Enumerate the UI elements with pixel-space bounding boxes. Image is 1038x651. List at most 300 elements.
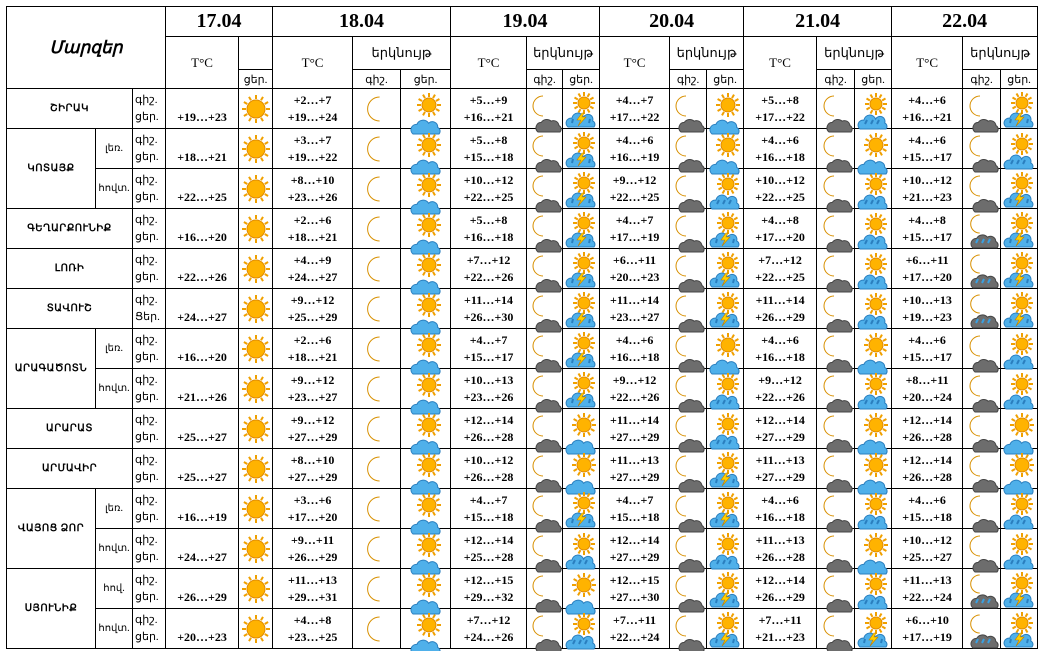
night-indicator: գիշ. [135, 133, 158, 146]
temp-day-value: +21…+23 [902, 189, 952, 204]
temp-17 [166, 209, 239, 249]
temp-night-value: +9…+12 [290, 412, 335, 427]
temp-night-value: +4…+7 [469, 332, 508, 347]
temp-range [273, 609, 353, 649]
region-name [7, 289, 133, 329]
temp-night-value: +9…+12 [612, 372, 657, 387]
temp-night-value: +9…+12 [612, 172, 657, 187]
sun-cloud-icon [401, 169, 451, 209]
sky-header [817, 37, 892, 70]
night-label: գիշ. [533, 73, 556, 86]
sky-header [670, 37, 744, 70]
forecast-container [6, 6, 1031, 649]
night-indicator: գիշ. [135, 533, 158, 546]
temp-day-value: +27…+29 [755, 469, 805, 484]
moon-cloud-icon [963, 529, 1001, 569]
temp-day-value: +26…+29 [755, 589, 805, 604]
moon-cloud-icon [527, 529, 563, 569]
temp-night-value: +4…+6 [761, 332, 799, 347]
temp-night-value: +10…+13 [902, 292, 952, 307]
temp-range [892, 209, 963, 249]
moon-cloud-icon [670, 329, 707, 369]
temp-night-value: +11…+14 [755, 292, 805, 307]
temp-day-value: +20…+23 [609, 269, 660, 284]
moon-cloud-icon [817, 209, 855, 249]
sun-cloud-icon [401, 409, 451, 449]
sun-rain-icon [563, 529, 600, 569]
night-indicator: գիշ. [135, 333, 158, 346]
moon-cloud-icon [527, 129, 563, 169]
temp-17 [166, 409, 239, 449]
region-name [7, 89, 133, 129]
region-label: ԱՐԱՐԱՏ [46, 423, 93, 434]
night-indicator: գիշ. [135, 493, 158, 506]
subzone-label: հովտ. [98, 623, 130, 634]
temp-header [744, 37, 817, 89]
temp-header [166, 37, 239, 89]
date-header [744, 7, 892, 37]
temp-night-value: +11…+13 [610, 452, 660, 467]
temp-range [600, 209, 670, 249]
moon-icon [353, 529, 401, 569]
moon-cloud-icon [817, 329, 855, 369]
temp-night-value: +4…+6 [761, 132, 799, 147]
sky-label: երկնույթ [533, 45, 594, 60]
temp-day-value: +19…+24 [287, 109, 338, 124]
moon-cloud-icon [963, 489, 1001, 529]
day-indicator: ցեր. [135, 510, 159, 523]
sun-rain-icon [707, 369, 744, 409]
temp-night-value: +4…+7 [615, 212, 654, 227]
temp-day-value: +23…+26 [463, 389, 514, 404]
temp-17 [166, 329, 239, 369]
subzone-label: լեռ. [104, 343, 124, 354]
temp-17 [166, 369, 239, 409]
temp-range [892, 569, 963, 609]
day-indicator: ցեր. [135, 350, 159, 363]
sky-header [353, 37, 451, 70]
moon-cloud-icon [527, 369, 563, 409]
moon-cloud-icon [527, 609, 563, 649]
temp-range [451, 609, 527, 649]
temp-label: T°C [477, 54, 500, 70]
sun-cloud-icon [563, 409, 600, 449]
subzone-label: հովտ. [98, 543, 130, 554]
temp-day-value: +24…+26 [463, 629, 514, 644]
temp-day-value: +24…+27 [177, 309, 227, 324]
moon-cloud-icon [670, 489, 707, 529]
temp-range [892, 329, 963, 369]
night-header [670, 70, 707, 89]
moon-cloud-icon [963, 449, 1001, 489]
temp-day-value: +19…+23 [902, 309, 952, 324]
region-name [7, 129, 96, 209]
temp-night-value: +4…+8 [293, 612, 332, 627]
temp-night-value: +4…+9 [293, 252, 332, 267]
sun-rain-icon [707, 169, 744, 209]
temp-day-value: +25…+27 [902, 549, 952, 564]
moon-cloud-icon [963, 329, 1001, 369]
table-row [7, 449, 1038, 489]
temp-17 [166, 529, 239, 569]
temp-range [451, 529, 527, 569]
temp-day-value: +22…+24 [902, 589, 952, 604]
table-row [7, 369, 1038, 409]
period-indicator [133, 89, 166, 129]
day-indicator: ցեր. [135, 110, 159, 123]
temp-night-value: +7…+11 [613, 612, 657, 627]
temp-range [273, 289, 353, 329]
region-label: ԳԵՂԱՐՔՈՒՆԻՔ [27, 223, 112, 234]
temp-range [451, 129, 527, 169]
sun-rain-icon [1001, 529, 1038, 569]
thunder-icon [707, 569, 744, 609]
sky-label: երկնույթ [824, 45, 885, 60]
temp-range [451, 369, 527, 409]
temp-range [600, 169, 670, 209]
temp-range [892, 369, 963, 409]
temp-label: T°C [623, 54, 646, 70]
night-label: գիշ. [824, 73, 847, 86]
temp-day-value: +16…+18 [755, 509, 805, 524]
sun-cloud-icon [707, 129, 744, 169]
moon-cloud-icon [670, 249, 707, 289]
thunder-icon [1001, 89, 1038, 129]
region-name [7, 209, 133, 249]
temp-day-value: +22…+25 [609, 189, 660, 204]
day-label: ցեր. [569, 73, 593, 86]
temp-night-value: +8…+10 [290, 172, 335, 187]
date-label: 22.04 [942, 10, 988, 32]
temp-night-value: +10…+12 [755, 172, 805, 187]
temp-range [451, 209, 527, 249]
sun-rain-icon [707, 409, 744, 449]
temp-night-value: +11…+13 [755, 452, 805, 467]
period-indicator [133, 249, 166, 289]
temp-range [600, 569, 670, 609]
day-header [239, 70, 273, 89]
temp-range [451, 169, 527, 209]
temp-range [744, 169, 817, 209]
sun-cloud-icon [707, 329, 744, 369]
temp-night-value: +4…+7 [469, 492, 508, 507]
thunder-icon [563, 129, 600, 169]
subzone-label: հովտ. [98, 383, 130, 394]
thunder-icon [563, 329, 600, 369]
period-indicator [133, 609, 166, 649]
temp-day-value: +26…+29 [177, 589, 227, 604]
temp-range [451, 449, 527, 489]
table-row [7, 609, 1038, 649]
temp-day-value: +25…+29 [287, 309, 338, 324]
sun-rain-icon [1001, 369, 1038, 409]
thunder-icon [707, 209, 744, 249]
period-indicator [133, 409, 166, 449]
sun-rain-icon [1001, 489, 1038, 529]
temp-range [600, 409, 670, 449]
sun-icon [239, 609, 273, 649]
table-row [7, 569, 1038, 609]
temp-day-value: +16…+21 [902, 109, 952, 124]
temp-day-value: +26…+30 [463, 309, 514, 324]
temp-17 [166, 129, 239, 169]
sun-icon [239, 569, 273, 609]
temp-range [451, 489, 527, 529]
period-indicator [133, 129, 166, 169]
sun-icon [239, 129, 273, 169]
sun-icon [239, 489, 273, 529]
temp-day-value: +26…+28 [902, 429, 952, 444]
day-indicator: Ցեր. [135, 310, 160, 323]
temp-range [451, 329, 527, 369]
sun-cloud-icon [401, 129, 451, 169]
day-indicator: ցեր. [135, 270, 159, 283]
sun-cloud-icon [401, 329, 451, 369]
moon-cloud-icon [817, 129, 855, 169]
period-indicator [133, 329, 166, 369]
sun-icon [239, 209, 273, 249]
moon-cloud-icon [817, 249, 855, 289]
night-header [963, 70, 1001, 89]
sun-icon [239, 369, 273, 409]
subzone-name [96, 489, 133, 529]
temp-night-value: +9…+12 [290, 292, 335, 307]
moon-icon [353, 569, 401, 609]
temp-day-value: +16…+20 [177, 349, 227, 364]
temp-day-value: +26…+29 [755, 309, 805, 324]
sun-rain-icon [1001, 329, 1038, 369]
thunder-icon [707, 249, 744, 289]
temp-day-value: +16…+18 [755, 149, 805, 164]
temp-night-value: +6…+10 [905, 612, 949, 627]
night-indicator: գիշ. [135, 373, 158, 386]
temp-day-value: +22…+26 [177, 269, 227, 284]
temp-17 [166, 249, 239, 289]
sun-rain-icon [1001, 129, 1038, 169]
temp-day-value: +22…+26 [755, 389, 805, 404]
temp-day-value: +15…+18 [609, 509, 660, 524]
moon-cloud-icon [963, 129, 1001, 169]
rain-cloud-icon [963, 569, 1001, 609]
temp-night-value: +5…+9 [469, 92, 508, 107]
day-label: ցեր. [861, 73, 885, 86]
temp-night-value: +4…+6 [615, 132, 654, 147]
period-indicator [133, 489, 166, 529]
subzone-label: հովտ. [98, 183, 130, 194]
temp-night-value: +2…+6 [293, 332, 332, 347]
temp-header [600, 37, 670, 89]
temp-day-value: +23…+25 [287, 629, 338, 644]
night-header [817, 70, 855, 89]
temp-day-value: +26…+28 [463, 429, 514, 444]
temp-night-value: +4…+8 [908, 212, 946, 227]
moon-cloud-icon [817, 89, 855, 129]
day-header [401, 70, 451, 89]
subzone-name [96, 329, 133, 369]
moon-cloud-icon [527, 449, 563, 489]
temp-night-value: +10…+13 [463, 372, 514, 387]
temp-range [744, 369, 817, 409]
temp-range [600, 489, 670, 529]
day-header [1001, 70, 1038, 89]
moon-icon [353, 169, 401, 209]
temp-night-value: +4…+6 [761, 492, 799, 507]
temp-17 [166, 609, 239, 649]
regions-header [7, 7, 166, 89]
sun-rain-icon [855, 249, 892, 289]
subzone-name [96, 369, 133, 409]
moon-icon [353, 489, 401, 529]
temp-range [600, 369, 670, 409]
moon-cloud-icon [527, 249, 563, 289]
moon-cloud-icon [670, 169, 707, 209]
temp-range [273, 209, 353, 249]
table-row [7, 209, 1038, 249]
temp-night-value: +11…+14 [610, 412, 660, 427]
date-header [451, 7, 600, 37]
temp-label: T°C [769, 54, 791, 70]
temp-night-value: +4…+8 [761, 212, 799, 227]
temp-day-value: +24…+27 [287, 269, 338, 284]
temp-night-value: +4…+7 [615, 92, 654, 107]
sun-cloud-icon [401, 569, 451, 609]
sun-cloud-icon [1001, 449, 1038, 489]
temp-range [451, 289, 527, 329]
temp-night-value: +6…+11 [905, 252, 949, 267]
date-label: 17.04 [196, 10, 242, 32]
temp-day-value: +16…+20 [177, 229, 227, 244]
region-name [7, 489, 96, 569]
period-indicator [133, 169, 166, 209]
temp-day-value: +29…+31 [287, 589, 338, 604]
temp-range [600, 329, 670, 369]
temp-range [892, 289, 963, 329]
sun-cloud-icon [401, 89, 451, 129]
sun-rain-icon [707, 529, 744, 569]
date-header [892, 7, 1038, 37]
temp-day-value: +16…+18 [463, 229, 514, 244]
date-label: 19.04 [502, 10, 548, 32]
thunder-icon [563, 89, 600, 129]
period-indicator [133, 289, 166, 329]
temp-day-value: +18…+21 [177, 149, 227, 164]
night-indicator: գիշ. [135, 213, 158, 226]
day-indicator: ցեր. [135, 590, 159, 603]
moon-cloud-icon [527, 289, 563, 329]
table-row [7, 529, 1038, 569]
temp-range [744, 289, 817, 329]
temp-night-value: +4…+6 [908, 132, 946, 147]
moon-cloud-icon [817, 169, 855, 209]
temp-night-value: +8…+10 [290, 452, 335, 467]
temp-day-value: +20…+23 [177, 629, 227, 644]
temp-night-value: +7…+12 [758, 252, 802, 267]
moon-cloud-icon [670, 209, 707, 249]
temp-range [744, 129, 817, 169]
region-name [7, 249, 133, 289]
sun-cloud-icon [855, 529, 892, 569]
temp-night-value: +2…+6 [293, 212, 332, 227]
temp-night-value: +12…+14 [755, 572, 805, 587]
night-indicator: գիշ. [135, 573, 158, 586]
moon-icon [353, 249, 401, 289]
temp-range [600, 529, 670, 569]
temp-day-value: +19…+22 [287, 149, 338, 164]
temp-day-value: +24…+27 [177, 549, 227, 564]
temp-label: T°C [301, 54, 324, 70]
temp-night-value: +12…+14 [755, 412, 805, 427]
thunder-icon [1001, 609, 1038, 649]
moon-cloud-icon [670, 569, 707, 609]
temp-17 [166, 569, 239, 609]
region-label: ՏԱՎՈՒՇ [46, 303, 93, 314]
temp-17 [166, 169, 239, 209]
temp-range [744, 569, 817, 609]
day-indicator: ցեր. [135, 630, 159, 643]
sun-rain-icon [855, 209, 892, 249]
table-row [7, 489, 1038, 529]
temp-range [451, 249, 527, 289]
temp-17 [166, 89, 239, 129]
temp-day-value: +15…+17 [902, 229, 952, 244]
moon-cloud-icon [527, 569, 563, 609]
temp-day-value: +26…+28 [463, 469, 514, 484]
temp-night-value: +10…+12 [902, 172, 952, 187]
thunder-icon [707, 449, 744, 489]
temp-range [892, 409, 963, 449]
table-row [7, 89, 1038, 129]
table-row [7, 409, 1038, 449]
night-indicator: գիշ. [135, 173, 158, 186]
moon-icon [353, 289, 401, 329]
rain-cloud-icon [963, 209, 1001, 249]
temp-night-value: +10…+12 [463, 172, 514, 187]
thunder-icon [563, 169, 600, 209]
sky-header [527, 37, 600, 70]
sun-cloud-icon [401, 249, 451, 289]
rain-cloud-icon [963, 249, 1001, 289]
sky-header [963, 37, 1038, 70]
thunder-icon [707, 609, 744, 649]
moon-icon [353, 129, 401, 169]
temp-header [273, 37, 353, 89]
temp-night-value: +2…+7 [293, 92, 332, 107]
temp-night-value: +12…+14 [463, 412, 514, 427]
sun-rain-icon [855, 489, 892, 529]
temp-day-value: +23…+27 [609, 309, 660, 324]
table-row [7, 289, 1038, 329]
moon-icon [353, 449, 401, 489]
temp-night-value: +4…+6 [908, 332, 946, 347]
moon-cloud-icon [527, 329, 563, 369]
temp-range [600, 289, 670, 329]
period-indicator [133, 369, 166, 409]
temp-night-value: +5…+8 [469, 212, 508, 227]
temp-label: T°C [916, 54, 938, 70]
temp-night-value: +10…+12 [463, 452, 514, 467]
night-header [527, 70, 563, 89]
subzone-name [96, 169, 133, 209]
temp-range [600, 249, 670, 289]
subzone-name [96, 129, 133, 169]
temp-range [744, 529, 817, 569]
moon-cloud-icon [527, 489, 563, 529]
sun-icon [239, 289, 273, 329]
temp-night-value: +4…+6 [908, 492, 946, 507]
moon-cloud-icon [670, 369, 707, 409]
region-label: ՍՅՈՒՆԻՔ [24, 603, 78, 614]
moon-cloud-icon [670, 89, 707, 129]
